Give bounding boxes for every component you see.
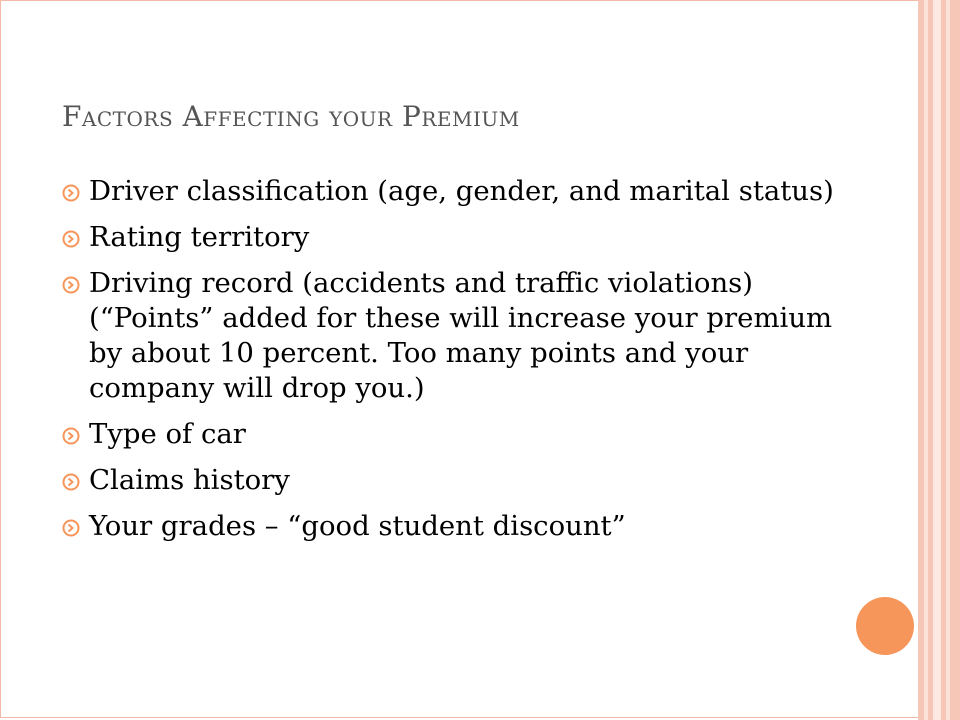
- circle-arrow-bullet-icon: [62, 519, 80, 537]
- list-item: [62, 174, 852, 209]
- bullet-text: Driver classification (age, gender, and marital status): [89, 175, 834, 207]
- decorative-stripe: [950, 0, 960, 720]
- slide-title: Factors Affecting your Premium: [62, 100, 520, 133]
- bullet-list: [62, 174, 852, 555]
- circle-arrow-bullet-icon: [62, 184, 80, 202]
- circle-arrow-bullet-icon: [62, 276, 80, 294]
- list-item: [62, 509, 852, 544]
- list-item: [62, 220, 852, 255]
- list-item: [62, 266, 852, 406]
- decorative-stripe: [933, 0, 941, 720]
- bullet-text: Type of car: [89, 418, 246, 450]
- list-item: [62, 463, 852, 498]
- bullet-text: Your grades – “good student discount”: [89, 510, 626, 542]
- bullet-text: Rating territory: [89, 221, 310, 253]
- circle-arrow-bullet-icon: [62, 230, 80, 248]
- circle-arrow-bullet-icon: [62, 473, 80, 491]
- accent-circle: [856, 597, 914, 655]
- circle-arrow-bullet-icon: [62, 427, 80, 445]
- bullet-text: Claims history: [89, 464, 290, 496]
- bullet-text: Driving record (accidents and traffic violations) (“Points” added for these will increase your premium by about 10 percent. Too many points and your company will drop you.): [89, 267, 833, 404]
- list-item: [62, 417, 852, 452]
